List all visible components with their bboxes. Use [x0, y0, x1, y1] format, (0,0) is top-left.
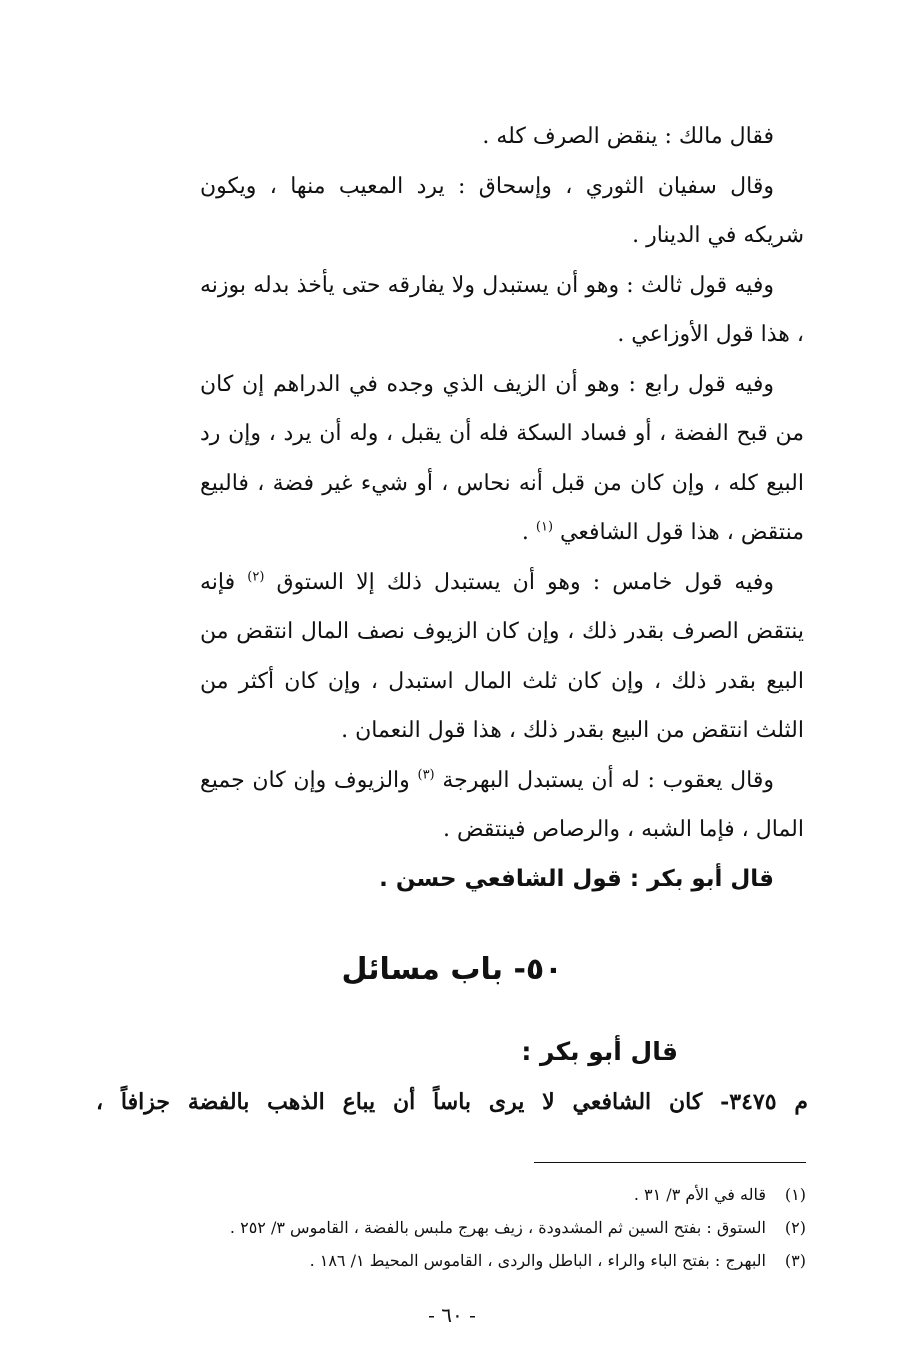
paragraph-yaqub-text-b: والزيوف وإن كان جميع المال ، فإما الشبه ، والرصاص فينتقض .	[200, 767, 804, 842]
footnote-ref-1: (١)	[535, 519, 554, 535]
paragraph-fifth-text-a: وفيه قول خامس : وهو أن يستبدل ذلك إلا الستوق	[276, 569, 775, 595]
footnotes	[96, 1178, 806, 1277]
page-number: - ٦٠ -	[428, 1303, 476, 1327]
footnote-divider	[534, 1162, 806, 1163]
entry-text: كان الشافعي لا يرى باساً أن يباع الذهب بالفضة جزافاً ،	[96, 1089, 703, 1115]
footnote-ref-2: (٢)	[247, 569, 265, 585]
chapter-title: ٥٠- باب مسائل	[341, 952, 563, 987]
paragraph-fifth-text-b: فإنه ينتقض الصرف بقدر ذلك ، وإن كان الزيوف نصف المال انتقض من البيع بقدر ذلك ، وإن كان ثلث المال استبدل ، وإن كان أكثر من الثلث انتقض من البيع بقدر ذلك ، هذا قول النعمان .	[200, 569, 804, 743]
paragraph-fourth-end: .	[521, 520, 536, 545]
footnote-3	[96, 1244, 806, 1277]
paragraph-yaqub-text-a: وقال يعقوب : له أن يستبدل البهرجة	[442, 767, 775, 793]
conclusion-line: قال أبو بكر : قول الشافعي حسن .	[379, 865, 774, 892]
paragraph-fifth-opinion	[200, 558, 804, 756]
paragraph-malik: فقال مالك : ينقض الصرف كله .	[482, 124, 774, 149]
footnote-number: (١)	[784, 1185, 806, 1204]
paragraph-yaqub	[200, 756, 804, 855]
section-heading: قال أبو بكر :	[521, 1037, 678, 1066]
footnote-text: البهرج : بفتح الباء والراء ، الباطل والردى ، القاموس المحيط ١/ ١٨٦ .	[309, 1251, 766, 1270]
footnote-1	[96, 1178, 806, 1211]
entry-number: م ٣٤٧٥-	[720, 1089, 808, 1115]
footnote-text: الستوق : بفتح السين ثم المشدودة ، زيف بهرج ملبس بالفضة ، القاموس ٣/ ٢٥٢ .	[229, 1218, 766, 1237]
main-text	[200, 112, 804, 904]
footnote-2	[96, 1211, 806, 1244]
paragraph-third-opinion: وفيه قول ثالث : وهو أن يستبدل ولا يفارقه حتى يأخذ بدله بوزنه ، هذا قول الأوزاعي .	[200, 272, 804, 347]
footnote-text: قاله في الأم ٣/ ٣١ .	[633, 1185, 766, 1204]
paragraph-fourth-opinion	[200, 360, 804, 558]
entry-3475	[96, 1080, 808, 1124]
footnote-ref-3: (٣)	[417, 767, 435, 783]
paragraph-sufyan: وقال سفيان الثوري ، وإسحاق : يرد المعيب منها ، ويكون شريكه في الدينار .	[200, 173, 804, 248]
paragraph-fourth-text: وفيه قول رابع : وهو أن الزيف الذي وجده في الدراهم إن كان من قبح الفضة ، أو فساد السكة فله أن يقبل ، وله أن يرد ، وإن رد البيع كله ، وإن كان من قبل أنه نحاس ، أو شيء غير فضة ، فالبيع منتقض ، هذا قول الشافعي	[200, 371, 804, 545]
footnote-number: (٢)	[784, 1218, 806, 1237]
footnote-number: (٣)	[784, 1251, 806, 1270]
